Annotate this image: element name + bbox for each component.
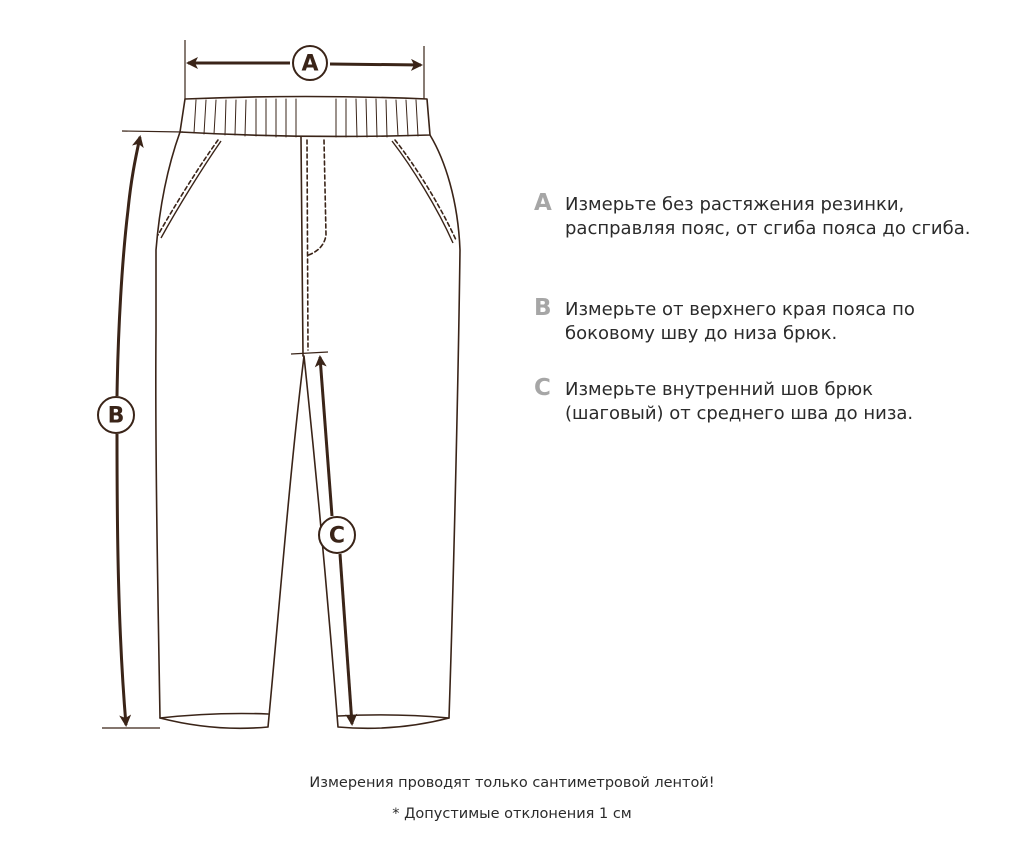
legend-text-a: Измерьте без растяжения резинки, расправляя пояс, от сгиба пояса до сгиба. (565, 194, 971, 239)
legend-letter-a: A (534, 190, 552, 216)
waistband (180, 97, 430, 137)
measurement-c (291, 352, 355, 724)
stitching (158, 140, 456, 350)
arrow-a-right (330, 64, 421, 65)
left-pocket-stitch (158, 140, 218, 235)
legend-letter-b: B (534, 295, 552, 321)
marker-a-label: A (301, 51, 319, 77)
marker-c-label: C (328, 523, 346, 549)
arrow-b-down (117, 434, 126, 725)
arrow-b-up (117, 137, 140, 396)
arrow-c-up (320, 357, 332, 516)
legend-letter-c: C (534, 375, 551, 401)
marker-letters (108, 52, 345, 549)
arrow-c-down (340, 554, 352, 724)
waistband-ribbing (194, 99, 418, 137)
fly-stitch (306, 140, 326, 256)
right-hem (338, 715, 449, 718)
left-hem (160, 714, 268, 719)
center-seam-stitch (307, 140, 308, 350)
guide-c-top (291, 352, 328, 354)
front-rise (301, 137, 303, 356)
footer-note: Измерения проводят только сантиметровой лентой! (309, 775, 715, 791)
legend-text-b: Измерьте от верхнего края пояса по боковому шву до низа брюк. (565, 299, 915, 344)
guide-b-top (122, 131, 183, 132)
footer-tolerance: * Допустимые отклонения 1 см (392, 806, 632, 822)
marker-b-label: B (107, 403, 125, 429)
legend-text-c: Измерьте внутренний шов брюк (шаговый) от среднего шва до низа. (565, 379, 914, 424)
